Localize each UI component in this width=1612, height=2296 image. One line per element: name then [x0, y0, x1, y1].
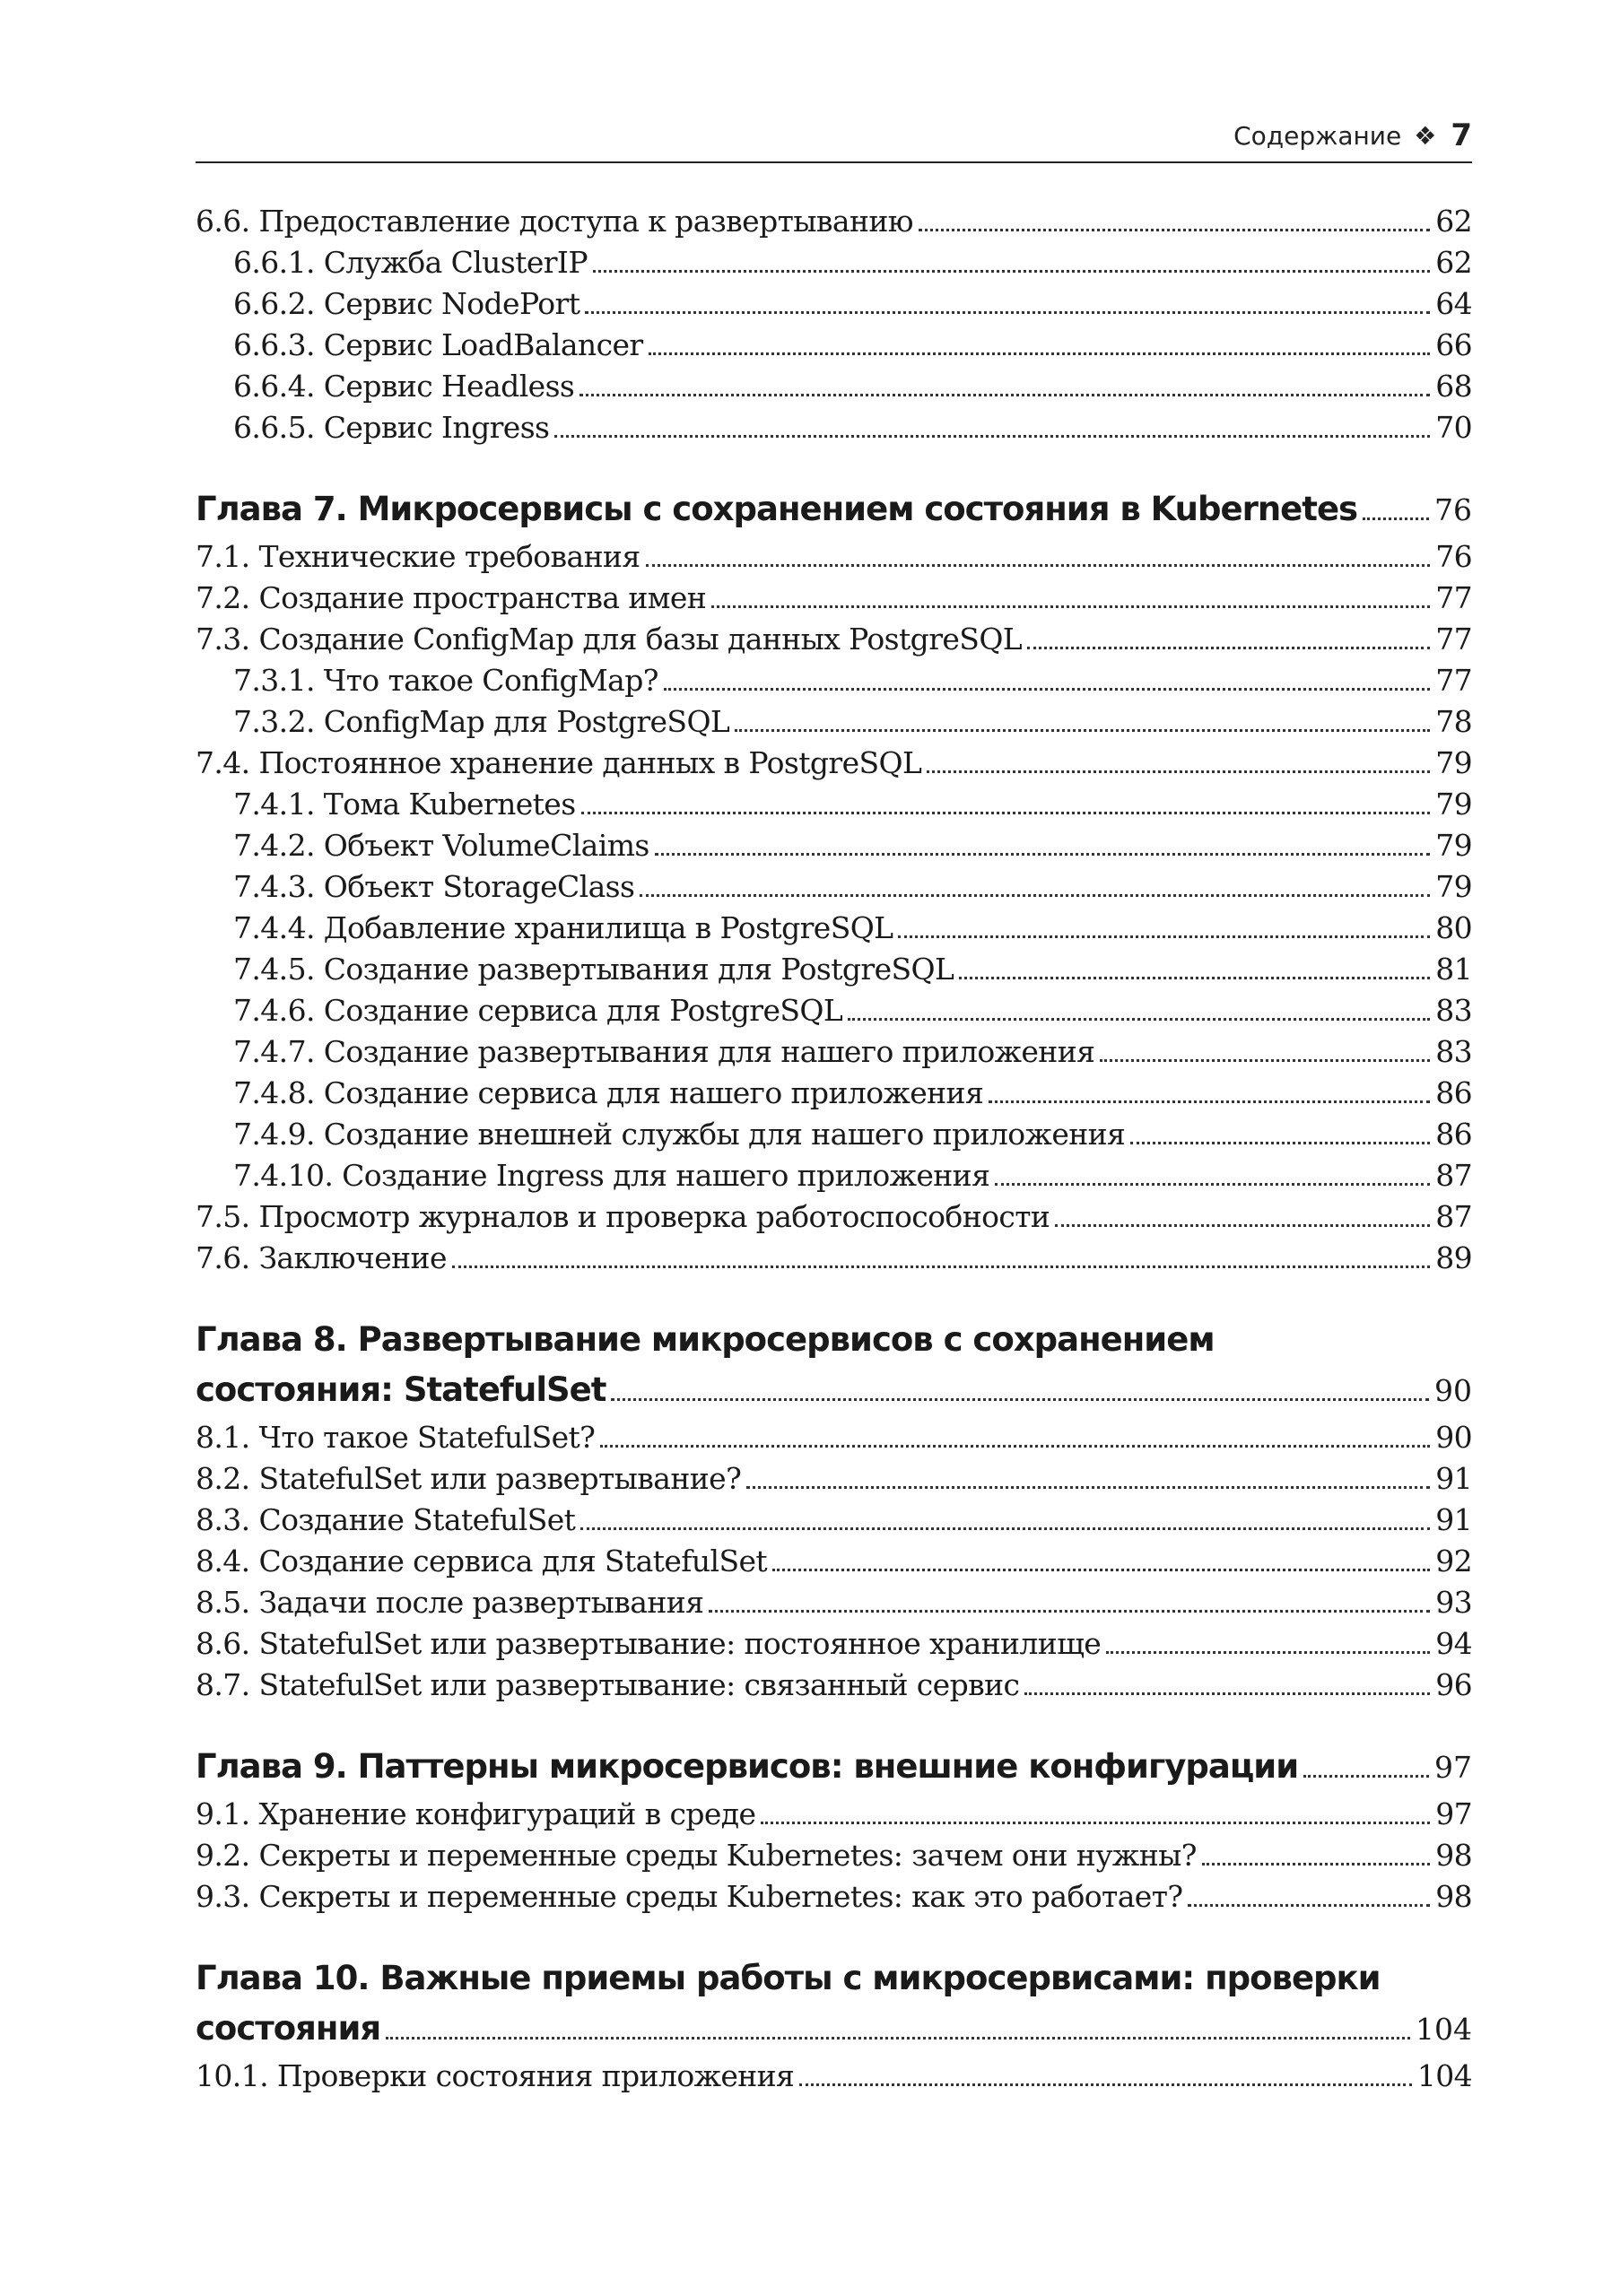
entry-title: 6.6.4. Сервис Headless — [233, 369, 575, 404]
dot-leader — [452, 1265, 1430, 1268]
toc-entry[interactable] — [196, 949, 1472, 990]
page-number: 79 — [1435, 745, 1472, 780]
table-of-contents — [196, 201, 1472, 2097]
entry-title: 8.5. Задачи после развертывания — [196, 1585, 704, 1620]
page-number: 78 — [1435, 704, 1472, 739]
entry-title: 7.4.5. Создание развертывания для PostgreSQL — [233, 952, 954, 987]
entry-title: 7.4.6. Создание сервиса для PostgreSQL — [233, 993, 843, 1028]
dot-leader — [1303, 1775, 1429, 1778]
page-number: 98 — [1435, 1838, 1472, 1873]
entry-title: 9.3. Секреты и переменные среды Kubernetes: как это работает? — [196, 1879, 1183, 1914]
toc-entry[interactable] — [196, 1623, 1472, 1665]
chapter-title: Глава 9. Паттерны микросервисов: внешние конфигурации — [196, 1747, 1299, 1786]
toc-entry[interactable] — [196, 1073, 1472, 1114]
page-number: 79 — [1435, 828, 1472, 863]
toc-entry[interactable] — [196, 1114, 1472, 1155]
toc-entry[interactable] — [196, 784, 1472, 825]
toc-entry[interactable] — [196, 283, 1472, 325]
dot-leader — [711, 605, 1430, 608]
page-number: 64 — [1435, 286, 1472, 321]
chapter-title: состояния — [196, 2009, 381, 2048]
header-section-title: Содержание — [1233, 120, 1402, 151]
chapter-title: состояния: StatefulSet — [196, 1370, 606, 1409]
entry-title: 6.6.2. Сервис NodePort — [233, 286, 580, 321]
toc-entry[interactable] — [196, 1876, 1472, 1918]
toc-entry[interactable] — [196, 1665, 1472, 1706]
dot-leader — [580, 1527, 1430, 1530]
toc-entry[interactable] — [196, 2056, 1472, 2097]
page-number: 76 — [1435, 539, 1472, 574]
chapter-7-entry[interactable] — [196, 484, 1472, 535]
entry-title: 9.1. Хранение конфигураций в среде — [196, 1796, 756, 1831]
dot-leader — [1100, 1059, 1430, 1062]
toc-entry[interactable] — [196, 242, 1472, 283]
toc-entry[interactable] — [196, 701, 1472, 743]
toc-group-7 — [196, 536, 1472, 1279]
dot-leader — [735, 729, 1430, 732]
page-number: 87 — [1435, 1158, 1472, 1193]
page-number: 86 — [1435, 1075, 1472, 1110]
dot-leader — [761, 1822, 1430, 1824]
dot-leader — [1363, 517, 1429, 520]
page-number: 87 — [1435, 1199, 1472, 1234]
page-number: 98 — [1435, 1879, 1472, 1914]
entry-title: 6.6.3. Сервис LoadBalancer — [233, 327, 643, 362]
entry-title: 7.4. Постоянное хранение данных в PostgreSQL — [196, 745, 922, 780]
entry-title: 7.4.4. Добавление хранилища в PostgreSQL — [233, 910, 893, 945]
page-number: 83 — [1435, 993, 1472, 1028]
toc-entry[interactable] — [196, 1458, 1472, 1500]
entry-title: 8.7. StatefulSet или развертывание: связанный сервис — [196, 1667, 1020, 1702]
entry-title: 7.4.7. Создание развертывания для нашего приложения — [233, 1034, 1095, 1069]
page-number: 66 — [1435, 327, 1472, 362]
chapter-title: Глава 7. Микросервисы с сохранением состояния в Kubernetes — [196, 490, 1358, 528]
dot-leader — [959, 977, 1430, 979]
dot-leader — [1130, 1142, 1430, 1144]
page-number: 79 — [1435, 787, 1472, 822]
header-page-number: 7 — [1451, 117, 1472, 153]
toc-entry[interactable] — [196, 825, 1472, 866]
toc-entry[interactable] — [196, 908, 1472, 949]
dot-leader — [995, 1183, 1430, 1186]
entry-title: 7.6. Заключение — [196, 1240, 447, 1275]
page-number: 90 — [1435, 1420, 1472, 1455]
page-number: 97 — [1434, 1750, 1472, 1785]
dot-leader — [927, 770, 1430, 773]
toc-entry[interactable] — [196, 1196, 1472, 1238]
entry-title: 7.5. Просмотр журналов и проверка работоспособности — [196, 1199, 1050, 1234]
dot-leader — [649, 352, 1431, 355]
entry-title: 7.4.1. Тома Kubernetes — [233, 787, 576, 822]
toc-entry[interactable] — [196, 743, 1472, 784]
entry-title: 7.4.9. Создание внешней службы для нашего приложения — [233, 1117, 1126, 1152]
dot-leader — [646, 564, 1431, 567]
dot-leader — [898, 935, 1430, 938]
page-number: 77 — [1435, 580, 1472, 615]
toc-group-8 — [196, 1417, 1472, 1706]
entry-title: 8.4. Создание сервиса для StatefulSet — [196, 1544, 768, 1578]
toc-entry[interactable] — [196, 1794, 1472, 1835]
page-number: 83 — [1435, 1034, 1472, 1069]
entry-title: 10.1. Проверки состояния приложения — [196, 2058, 795, 2093]
toc-entry[interactable] — [196, 1835, 1472, 1876]
toc-entry[interactable] — [196, 1155, 1472, 1196]
entry-title: 8.6. StatefulSet или развертывание: постоянное хранилище — [196, 1626, 1102, 1661]
ornament-icon: ❖ — [1414, 120, 1437, 151]
dot-leader — [386, 2037, 1410, 2039]
dot-leader — [746, 1486, 1430, 1489]
entry-title: 8.2. StatefulSet или развертывание? — [196, 1461, 742, 1496]
entry-title: 7.3. Создание ConfigMap для базы данных PostgreSQL — [196, 622, 1023, 657]
toc-entry[interactable] — [196, 990, 1472, 1031]
dot-leader — [1055, 1224, 1430, 1227]
page-number: 104 — [1416, 2058, 1472, 2093]
running-header — [196, 109, 1472, 163]
entry-title: 6.6.1. Служба ClusterIP — [233, 245, 588, 280]
entry-title: 7.4.8. Создание сервиса для нашего приложения — [233, 1075, 984, 1110]
entry-title: 7.3.2. ConfigMap для PostgreSQL — [233, 704, 730, 739]
toc-entry[interactable] — [196, 407, 1472, 448]
dot-leader — [593, 270, 1430, 273]
toc-entry[interactable] — [196, 1541, 1472, 1582]
dot-leader — [585, 311, 1430, 314]
dot-leader — [1024, 1692, 1430, 1695]
page-number: 89 — [1435, 1240, 1472, 1275]
dot-leader — [989, 1100, 1430, 1103]
page-number: 97 — [1435, 1796, 1472, 1831]
entry-title: 7.4.3. Объект StorageClass — [233, 869, 635, 904]
toc-entry[interactable] — [196, 366, 1472, 407]
page-number: 77 — [1435, 663, 1472, 698]
dot-leader — [655, 853, 1430, 856]
dot-leader — [919, 229, 1430, 231]
page-number: 81 — [1435, 952, 1472, 987]
dot-leader — [1188, 1904, 1430, 1907]
chapter-9-entry[interactable] — [196, 1742, 1472, 1792]
dot-leader — [611, 1398, 1429, 1401]
toc-entry[interactable] — [196, 201, 1472, 242]
toc-group-10 — [196, 2056, 1472, 2097]
toc-entry[interactable] — [196, 578, 1472, 619]
dot-leader — [1202, 1863, 1430, 1866]
page-number: 91 — [1435, 1502, 1472, 1537]
page-number: 62 — [1435, 245, 1472, 280]
dot-leader — [581, 812, 1431, 814]
page-number: 68 — [1435, 369, 1472, 404]
page-number: 90 — [1434, 1373, 1472, 1408]
entry-title: 7.3.1. Что такое ConfigMap? — [233, 663, 658, 698]
page-number: 62 — [1435, 204, 1472, 239]
entry-title: 6.6. Предоставление доступа к развертыванию — [196, 204, 913, 239]
page-number: 80 — [1435, 910, 1472, 945]
dot-leader — [772, 1569, 1430, 1571]
entry-title: 9.2. Секреты и переменные среды Kubernetes: зачем они нужны? — [196, 1838, 1197, 1873]
dot-leader — [1027, 647, 1430, 649]
chapter-10-entry[interactable] — [196, 2004, 1472, 2054]
chapter-10-title-line1: Глава 10. Важные приемы работы с микросервисами: проверки — [196, 1959, 1381, 1997]
toc-group-9 — [196, 1794, 1472, 1918]
chapter-8-entry[interactable] — [196, 1365, 1472, 1415]
entry-title: 8.3. Создание StatefulSet — [196, 1502, 576, 1537]
page-number: 79 — [1435, 869, 1472, 904]
dot-leader — [579, 394, 1430, 396]
page-number: 77 — [1435, 622, 1472, 657]
toc-entry[interactable] — [196, 1238, 1472, 1279]
toc-entry[interactable] — [196, 536, 1472, 578]
page-number: 94 — [1435, 1626, 1472, 1661]
page-number: 96 — [1435, 1667, 1472, 1702]
toc-entry[interactable] — [196, 1500, 1472, 1541]
chapter-8-title-line1: Глава 8. Развертывание микросервисов с сохранением — [196, 1320, 1215, 1359]
toc-entry[interactable] — [196, 1031, 1472, 1073]
toc-entry[interactable] — [196, 1417, 1472, 1458]
toc-entry[interactable] — [196, 866, 1472, 908]
dot-leader — [1106, 1651, 1430, 1654]
toc-entry[interactable] — [196, 325, 1472, 366]
entry-title: 7.4.10. Создание Ingress для нашего приложения — [233, 1158, 990, 1193]
page-number: 86 — [1435, 1117, 1472, 1152]
page-number: 93 — [1435, 1585, 1472, 1620]
page-number: 92 — [1435, 1544, 1472, 1578]
entry-title: 8.1. Что такое StatefulSet? — [196, 1420, 596, 1455]
page-number: 104 — [1416, 2012, 1472, 2047]
toc-entry[interactable] — [196, 660, 1472, 701]
dot-leader — [799, 2083, 1412, 2086]
toc-entry[interactable] — [196, 619, 1472, 660]
page-number: 91 — [1435, 1461, 1472, 1496]
page-number: 70 — [1435, 410, 1472, 445]
entry-title: 7.4.2. Объект VolumeClaims — [233, 828, 649, 863]
dot-leader — [709, 1610, 1430, 1613]
dot-leader — [664, 688, 1430, 691]
entry-title: 6.6.5. Сервис Ingress — [233, 410, 550, 445]
dot-leader — [848, 1018, 1430, 1021]
entry-title: 7.1. Технические требования — [196, 539, 640, 574]
page-number: 76 — [1434, 492, 1472, 527]
toc-entry[interactable] — [196, 1582, 1472, 1623]
dot-leader — [640, 894, 1430, 897]
toc-group-6 — [196, 201, 1472, 448]
dot-leader — [554, 435, 1430, 438]
entry-title: 7.2. Создание пространства имен — [196, 580, 707, 615]
dot-leader — [600, 1445, 1430, 1448]
